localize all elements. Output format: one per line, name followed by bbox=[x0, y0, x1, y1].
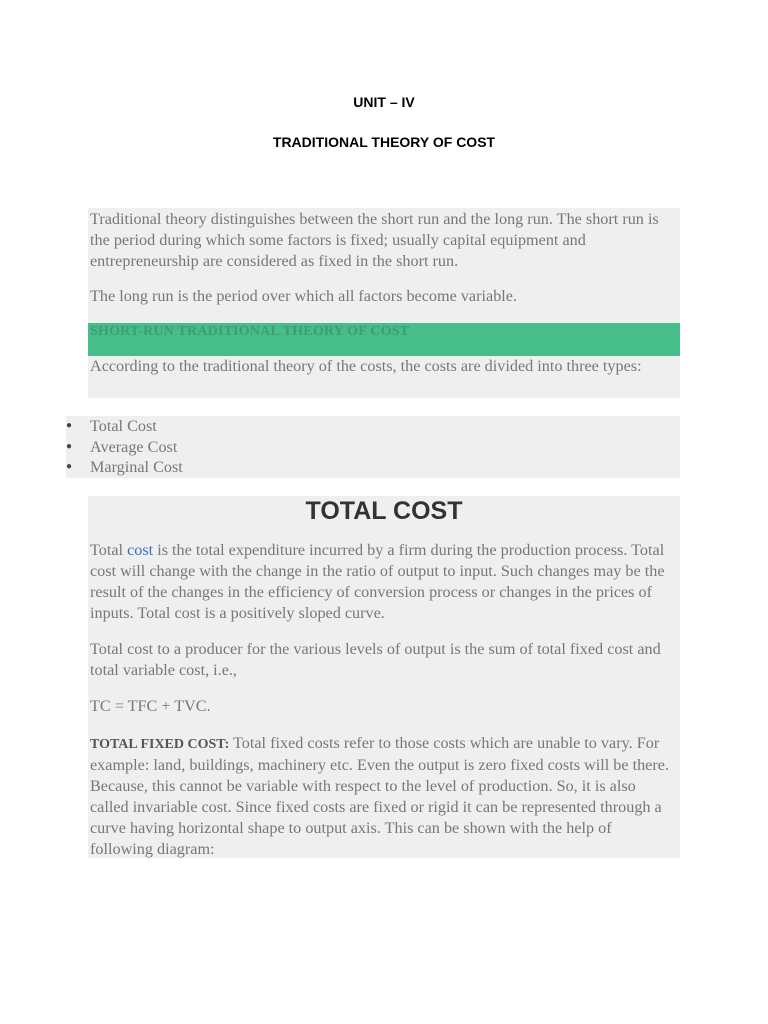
list-item-total-cost: Total Cost bbox=[90, 417, 157, 435]
cost-types-intro: According to the traditional theory of the costs, the costs are divided into three types: bbox=[90, 357, 642, 375]
long-run-paragraph: The long run is the period over which all factors become variable. bbox=[90, 287, 518, 305]
intro-block bbox=[88, 208, 680, 398]
definition-prefix: Total bbox=[90, 541, 128, 559]
list-item-marginal-cost: Marginal Cost bbox=[90, 458, 183, 476]
list-item-average-cost: Average Cost bbox=[90, 438, 178, 456]
unit-heading: UNIT – IV bbox=[353, 94, 415, 110]
total-cost-sum-paragraph: Total cost to a producer for the various levels of output is the sum of total fixed cost and total variable cost, i.e., bbox=[90, 640, 661, 679]
cost-link[interactable]: cost bbox=[127, 541, 154, 559]
total-fixed-cost-paragraph bbox=[90, 733, 678, 860]
bullet-icon: ● bbox=[66, 420, 73, 431]
document-title: TRADITIONAL THEORY OF COST bbox=[272, 134, 496, 150]
total-cost-section bbox=[88, 496, 680, 858]
total-cost-heading: TOTAL COST bbox=[305, 497, 463, 525]
intro-paragraph: Traditional theory distinguishes between the short run and the long run. The short run is the period during which some factors is fixed; usually capital equipment and entrepreneurship are considered as fixed in the short run. bbox=[90, 210, 659, 270]
total-fixed-cost-label: TOTAL FIXED COST: bbox=[90, 737, 230, 752]
bullet-icon: ● bbox=[66, 461, 73, 472]
section-bar-title: SHORT-RUN TRADITIONAL THEORY OF COST bbox=[90, 324, 410, 339]
cost-types-list bbox=[66, 416, 680, 478]
definition-text: is the total expenditure incurred by a firm during the production process. Total cost will change with the change in the ratio of output to input. Such changes may be the result of the changes in the efficiency of conversion process or changes in the prices of inputs. Total cost is a positively sloped curve. bbox=[90, 541, 665, 622]
bullet-icon: ● bbox=[66, 441, 73, 452]
section-bar bbox=[88, 323, 680, 356]
total-cost-definition bbox=[90, 540, 678, 624]
total-fixed-cost-text: Total fixed costs refer to those costs which are unable to vary. For example: land, buildings, machinery etc. Even the output is zero fixed costs will be there. Because, this cannot be variable with respect to the level of production. So, it is also called invariable cost. Since fixed costs are fixed or rigid it can be represented through a curve having horizontal shape to output axis. This can be shown with the help of following diagram: bbox=[90, 734, 669, 858]
total-cost-formula: TC = TFC + TVC. bbox=[90, 697, 211, 715]
